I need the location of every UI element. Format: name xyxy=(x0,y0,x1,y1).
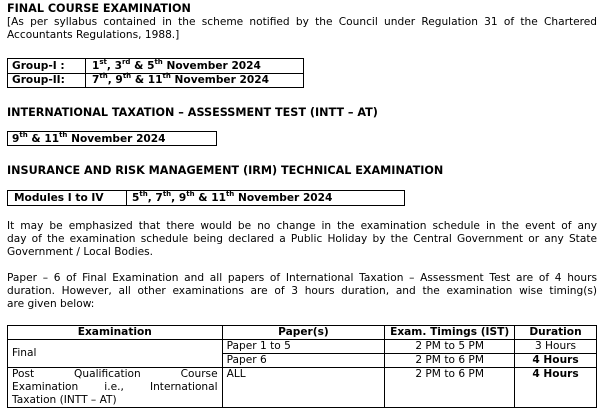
header-papers: Paper(s) xyxy=(222,326,385,340)
header-timings: Exam. Timings (IST) xyxy=(385,326,515,340)
header-examination: Examination xyxy=(8,326,223,340)
timing-cell: 2 PM to 6 PM xyxy=(385,368,515,408)
duration-cell: 4 Hours xyxy=(515,368,597,408)
timing-cell: 2 PM to 5 PM xyxy=(385,340,515,354)
group-dates-box xyxy=(7,58,304,88)
final-course-note xyxy=(7,16,597,42)
irm-heading: INSURANCE AND RISK MANAGEMENT (IRM) TECHNICAL EXAMINATION xyxy=(7,164,444,177)
exam-timings-table xyxy=(7,325,597,408)
paper-cell: Paper 6 xyxy=(222,354,385,368)
irm-dates: 5th, 7th, 9th & 11th November 2024 xyxy=(132,189,333,204)
note-line-1: [As per syllabus contained in the scheme notified by the Council under Regulation 31 of the Chartered xyxy=(7,16,597,28)
duration-cell: 4 Hours xyxy=(515,354,597,368)
group1-dates: 1st, 3rd & 5th November 2024 xyxy=(92,57,261,72)
paper-cell: ALL xyxy=(222,368,385,408)
intt-dates-box: 9th & 11th November 2024 xyxy=(7,131,217,146)
group2-label: Group-II: xyxy=(12,74,65,86)
group1-label: Group-I : xyxy=(12,60,65,72)
group2-dates: 7th, 9th & 11th November 2024 xyxy=(92,71,269,86)
final-course-heading: FINAL COURSE EXAMINATION xyxy=(7,2,191,15)
note-line-2: Accountants Regulations, 1988.] xyxy=(7,29,180,41)
table-row xyxy=(8,368,597,408)
timing-cell: 2 PM to 6 PM xyxy=(385,354,515,368)
header-duration: Duration xyxy=(515,326,597,340)
duration-cell: 3 Hours xyxy=(515,340,597,354)
modules-label: Modules I to IV xyxy=(14,192,104,204)
table-header-row xyxy=(8,326,597,340)
intt-heading: INTERNATIONAL TAXATION – ASSESSMENT TEST (INTT – AT) xyxy=(7,106,378,119)
table-row xyxy=(8,340,597,354)
duration-paragraph: Paper – 6 of Final Examination and all papers of International Taxation – Assessment Test are of 4 hours duration. However, all other examinations are of 3 hours duration, and the examination wise timing(s) are given below: xyxy=(7,272,597,310)
paper-cell: Paper 1 to 5 xyxy=(222,340,385,354)
exam-post-qualification: Post Qualification Course Examination i.e., International Taxation (INTT – AT) xyxy=(8,368,223,408)
irm-dates-box xyxy=(7,190,405,206)
exam-final: Final xyxy=(8,340,223,368)
holiday-paragraph: It may be emphasized that there would be no change in the examination schedule in the event of any day of the examination schedule being declared a Public Holiday by the Central Government or any State Government / Local Bodies. xyxy=(7,220,597,258)
